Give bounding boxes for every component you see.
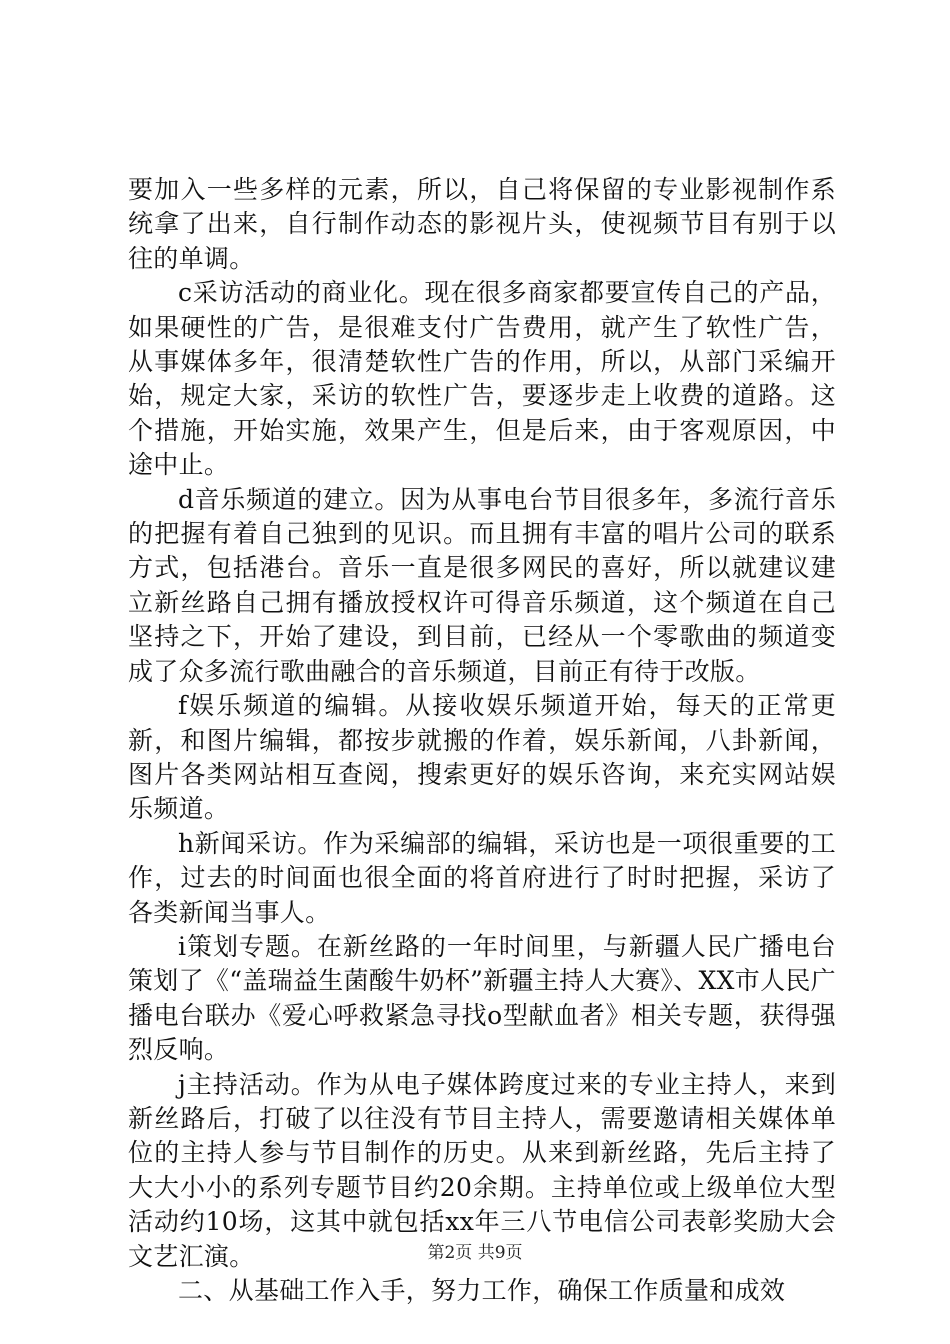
paragraph-item-f: f娱乐频道的编辑。从接收娱乐频道开始，每天的正常更新，和图片编辑，都按步就搬的作着，娱乐新闻，八卦新闻，图片各类网站相互查阅，搜索更好的娱乐咨询，来充实网站娱乐频道。: [128, 691, 836, 824]
page-footer: 第2页 共9页: [427, 1243, 523, 1263]
paragraph-item-c: c采访活动的商业化。现在很多商家都要宣传自己的产品，如果硬性的广告，是很难支付广告费用，就产生了软性广告，从事媒体多年，很清楚软性广告的作用，所以，从部门采编开始，规定大家，采访的软性广告，要逐步走上收费的道路。这个措施，开始实施，效果产生，但是后来，由于客观原因，中途中止。: [128, 278, 836, 480]
paragraph-continuation: 要加入一些多样的元素，所以，自己将保留的专业影视制作系统拿了出来，自行制作动态的影视片头，使视频节目有别于以往的单调。: [128, 175, 836, 273]
section-heading-two: 二、从基础工作入手，努力工作，确保工作质量和成效: [178, 1276, 786, 1305]
paragraph-item-i: i策划专题。在新丝路的一年时间里，与新疆人民广播电台策划了《“盖瑞益生菌酸牛奶杯”新疆主持人大赛》、XX市人民广播电台联办《爱心呼救紧急寻找o型献血者》相关专题，获得强烈反响。: [128, 931, 836, 1065]
paragraph-item-j: j主持活动。作为从电子媒体跨度过来的专业主持人，来到新丝路后，打破了以往没有节目主持人，需要邀请相关媒体单位的主持人参与节目制作的历史。从来到新丝路，先后主持了大大小小的系列专题节目约20余期。主持单位或上级单位大型活动约10场，这其中就包括xx年三八节电信公司表彰奖励大会文艺汇演。: [128, 1069, 836, 1271]
paragraph-item-h: h新闻采访。作为采编部的编辑，采访也是一项很重要的工作，过去的时间面也很全面的将首府进行了时时把握，采访了各类新闻当事人。: [128, 828, 836, 927]
paragraph-item-d: d音乐频道的建立。因为从事电台节目很多年，多流行音乐的把握有着自己独到的见识。而且拥有丰富的唱片公司的联系方式，包括港台。音乐一直是很多网民的喜好，所以就建议建立新丝路自己拥有播放授权许可得音乐频道，这个频道在自己坚持之下，开始了建设，到目前，已经从一个零歌曲的频道变成了众多流行歌曲融合的音乐频道，目前正有待于改版。: [128, 484, 836, 686]
document-body: [128, 173, 836, 1308]
